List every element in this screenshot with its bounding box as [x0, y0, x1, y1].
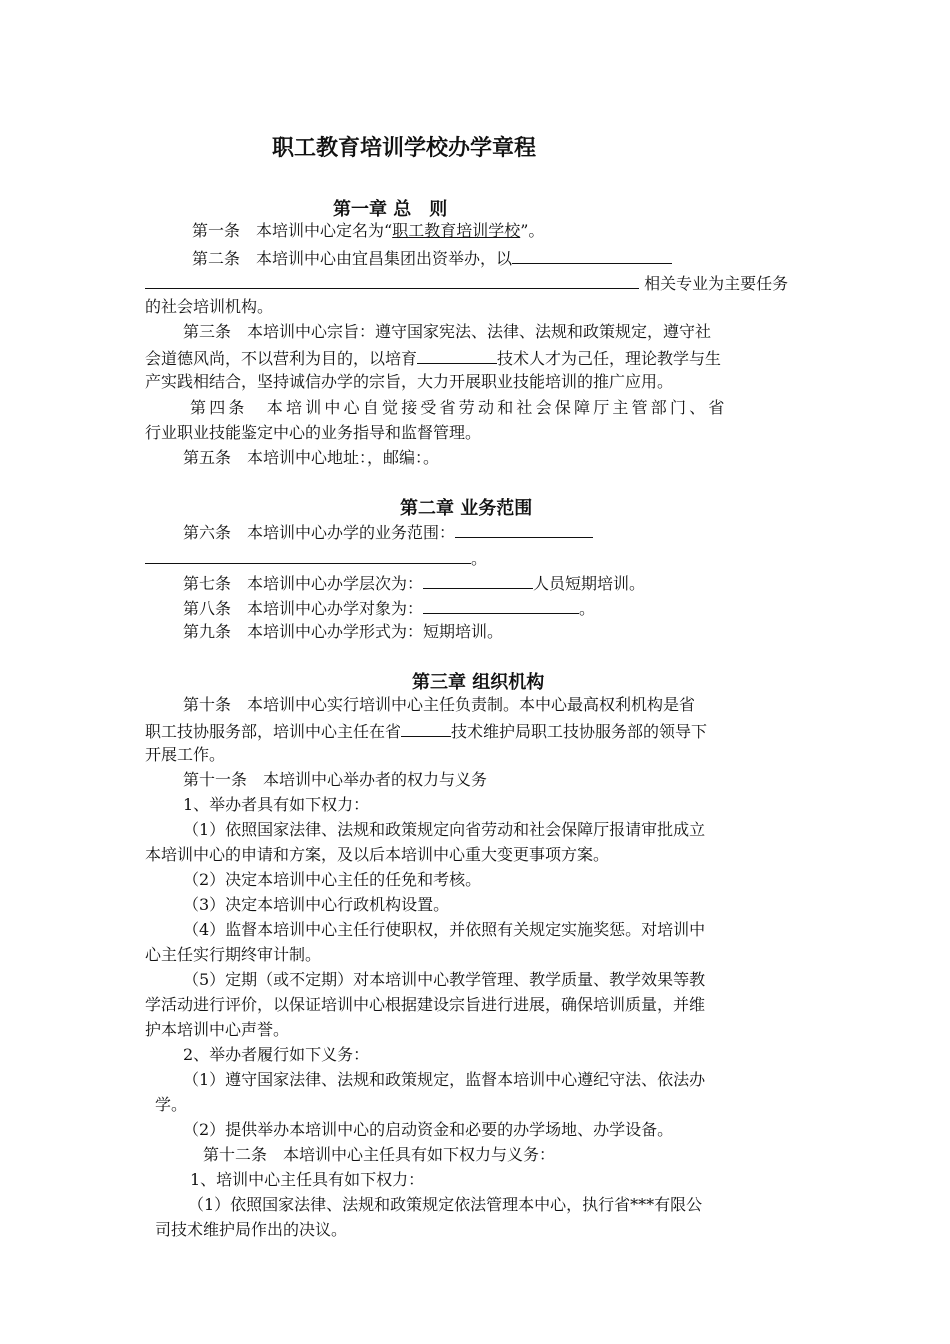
article-4-line-1: 第四条 本培训中心自觉接受省劳动和社会保障厅主管部门、省 [190, 398, 728, 417]
article-1 [192, 219, 544, 243]
duty-1-line-2: 学。 [155, 1095, 188, 1114]
duty-1-line-1: （1）遵守国家法律、法规和政策规定，监督本培训中心遵纪守法、依法办 [183, 1070, 706, 1089]
article-5: 第五条 本培训中心地址：，邮编：。 [183, 448, 440, 467]
blank-underline [401, 718, 451, 737]
article-12: 第十二条 本培训中心主任具有如下权力与义务： [203, 1145, 556, 1164]
article-6-line-2 [145, 545, 487, 571]
article-10-line-2 [145, 718, 707, 744]
article-7 [183, 570, 645, 596]
article-1-suffix: ”。 [520, 221, 545, 240]
power-3: （3）决定本培训中心行政机构设置。 [183, 895, 450, 914]
chapter-3-heading: 第三章 组织机构 [412, 672, 545, 693]
article-11-item-1: 1、举办者具有如下权力： [183, 795, 370, 814]
power-5-line-3: 护本培训中心声誉。 [145, 1020, 290, 1039]
article-3-text-b: 技术人才为己任，理论教学与生 [497, 349, 722, 368]
duty-2: （2）提供举办本培训中心的启动资金和必要的办学场地、办学设备。 [183, 1120, 674, 1139]
blank-underline [512, 245, 672, 264]
article-10-text-b: 技术维护局职工技协服务部的领导下 [451, 722, 708, 741]
article-2-line-2 [145, 270, 788, 296]
article-2-text: 第二条 本培训中心由宜昌集团出资举办，以 [192, 249, 513, 268]
power-4-line-1: （4）监督本培训中心主任行使职权，并依照有关规定实施奖惩。对培训中 [183, 920, 706, 939]
article-3-text-a: 会道德风尚，不以营利为目的，以培育 [145, 349, 418, 368]
blank-underline [145, 270, 639, 289]
article-2-text-2: 相关专业为主要任务 [644, 274, 789, 293]
article-11: 第十一条 本培训中心举办者的权力与义务 [183, 770, 488, 789]
article-2-line-3: 的社会培训机构。 [145, 297, 274, 316]
blank-underline [455, 519, 593, 538]
blank-underline [417, 345, 497, 364]
director-power-1-line-2: 司技术维护局作出的决议。 [155, 1220, 348, 1239]
chapter-1-heading: 第一章 总 则 [333, 199, 448, 220]
article-8-text: 第八条 本培训中心办学对象为： [183, 599, 424, 618]
chapter-2-heading: 第二章 业务范围 [400, 498, 533, 519]
article-7-text-b: 人员短期培训。 [533, 574, 646, 593]
article-4-line-2: 行业职业技能鉴定中心的业务指导和监督管理。 [145, 423, 482, 442]
article-10-line-3: 开展工作。 [145, 745, 226, 764]
director-power-1-line-1: （1）依照国家法律、法规和政策规定依法管理本中心，执行省***有限公 [188, 1195, 703, 1214]
article-6-end: 。 [471, 549, 488, 568]
article-2-line-1 [192, 245, 672, 271]
power-4-line-2: 心主任实行期终审计制。 [145, 945, 322, 964]
article-8 [183, 595, 595, 621]
blank-underline [423, 595, 579, 614]
school-name: 职工教育培训学校 [392, 221, 521, 240]
blank-underline [145, 545, 471, 564]
article-3-line-2 [145, 345, 721, 371]
article-1-prefix: 第一条 本培训中心定名为“ [192, 221, 393, 240]
article-6-line-1 [183, 519, 593, 545]
power-1-line-1: （1）依照国家法律、法规和政策规定向省劳动和社会保障厅报请审批成立 [183, 820, 706, 839]
power-5-line-2: 学活动进行评价，以保证培训中心根据建设宗旨进行进展，确保培训质量，并维 [145, 995, 706, 1014]
blank-underline [423, 570, 533, 589]
article-6-text: 第六条 本培训中心办学的业务范围： [183, 523, 456, 542]
article-3-line-3: 产实践相结合，坚持诚信办学的宗旨，大力开展职业技能培训的推广应用。 [145, 372, 674, 391]
article-8-end: 。 [579, 599, 596, 618]
document-title: 职工教育培训学校办学章程 [272, 135, 537, 161]
article-10-line-1: 第十条 本培训中心实行培训中心主任负责制。本中心最高权利机构是省 [183, 695, 696, 714]
power-2: （2）决定本培训中心主任的任免和考核。 [183, 870, 482, 889]
article-3-line-1: 第三条 本培训中心宗旨：遵守国家宪法、法律、法规和政策规定，遵守社 [183, 322, 712, 341]
article-12-item-1: 1、培训中心主任具有如下权力： [190, 1170, 425, 1189]
article-11-item-2: 2、举办者履行如下义务： [183, 1045, 370, 1064]
power-1-line-2: 本培训中心的申请和方案，及以后本培训中心重大变更事项方案。 [145, 845, 610, 864]
article-9: 第九条 本培训中心办学形式为：短期培训。 [183, 622, 504, 641]
article-7-text-a: 第七条 本培训中心办学层次为： [183, 574, 424, 593]
power-5-line-1: （5）定期（或不定期）对本培训中心教学管理、教学质量、教学效果等教 [183, 970, 706, 989]
article-10-text-a: 职工技协服务部，培训中心主任在省 [145, 722, 402, 741]
